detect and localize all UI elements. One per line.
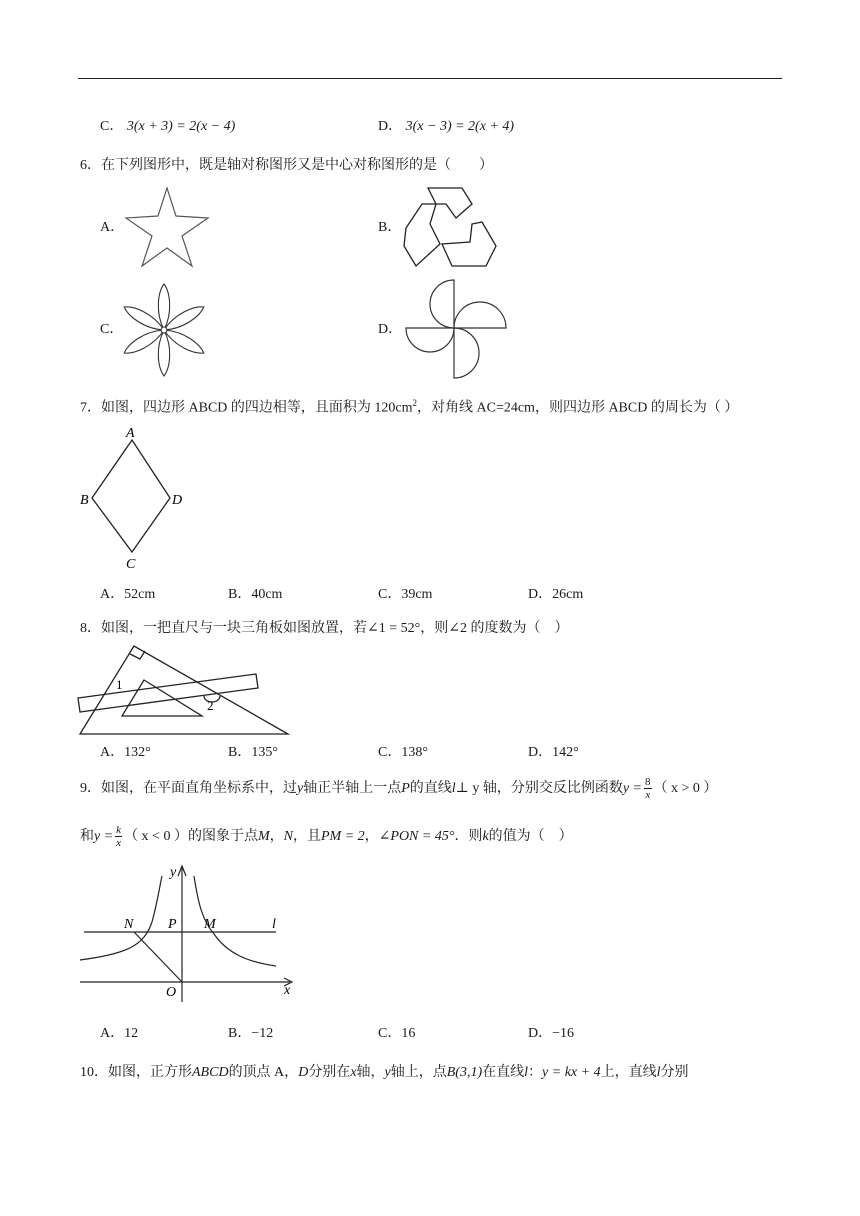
- q9-line-2: [80, 820, 573, 854]
- q9-angle: ∠PON = 45°: [378, 829, 455, 844]
- q7-stem-sup: 2: [412, 398, 417, 408]
- q10-var-d: D: [298, 1065, 309, 1080]
- recycle-hexagon-figure: [400, 184, 500, 270]
- q9-option-d[interactable]: D．−16: [528, 1026, 575, 1041]
- q8-stem: 8．如图，一把直尺与一块三角板如图放置，若∠1 = 52°，则∠2 的度数为（ ）: [80, 621, 569, 636]
- q7-stem: [80, 393, 738, 419]
- q5-option-d-expr: 3(x − 3) = 2(x + 4): [405, 119, 515, 134]
- q8-option-b[interactable]: B．135°: [228, 745, 278, 760]
- q5-option-d-label: D．: [378, 119, 403, 134]
- q9-option-c[interactable]: C．16: [378, 1026, 416, 1041]
- q10-text: 轴，: [356, 1065, 385, 1080]
- star-figure: [122, 186, 212, 268]
- q8-option-d[interactable]: D．142°: [528, 745, 579, 760]
- q9-text: ，: [364, 829, 379, 844]
- point-label-p: P: [168, 917, 177, 932]
- q5-option-c[interactable]: [100, 117, 235, 137]
- q5-option-c-label: C．: [100, 119, 124, 134]
- point-label-m: M: [204, 917, 216, 932]
- q9-var-k: k: [482, 829, 489, 844]
- q9-eq-1: y =: [622, 781, 643, 796]
- q9-var-l: l: [451, 781, 456, 796]
- q6-option-a-label[interactable]: A．: [100, 220, 125, 235]
- point-label-n: N: [124, 917, 134, 932]
- q9-fraction-2-num: k: [116, 824, 122, 837]
- q10-var-x: x: [350, 1065, 357, 1080]
- rhombus-figure: [78, 424, 188, 572]
- axis-label-y: y: [170, 865, 177, 880]
- line-label-l: l: [272, 917, 276, 932]
- q9-fraction-1: [644, 776, 652, 801]
- hyperbola-coordinate-figure: [76, 862, 300, 1002]
- q10-var-y: y: [384, 1065, 391, 1080]
- q9-text: ，且: [292, 829, 321, 844]
- q9-fraction-2: [115, 824, 122, 849]
- q9-fraction-1-num: 8: [645, 776, 651, 789]
- rhombus-label-c: C: [126, 557, 136, 572]
- q9-var-p: P: [401, 781, 410, 796]
- q10-text: 上，直线: [600, 1065, 657, 1080]
- q10-var-l: l: [656, 1065, 661, 1080]
- q10-text: 分别在: [308, 1065, 351, 1080]
- q8-option-a[interactable]: A．132°: [100, 745, 151, 760]
- q9-text: ，: [269, 829, 284, 844]
- q10-text: 轴上，点: [390, 1065, 447, 1080]
- q8-option-c[interactable]: C．138°: [378, 745, 428, 760]
- q9-pm: PM = 2: [320, 829, 365, 844]
- angle-1-label: 1: [116, 677, 123, 692]
- q9-text: 的直线: [409, 781, 452, 796]
- q10-point-b: B(3,1): [446, 1065, 483, 1080]
- rhombus-label-a: A: [126, 426, 135, 441]
- six-petal-flower-figure: [122, 280, 206, 380]
- q9-text: 9．如图，在平面直角坐标系中，过: [80, 781, 297, 796]
- q9-text: 和: [80, 829, 94, 844]
- q10-stem: [80, 1063, 688, 1083]
- origin-label-o: O: [166, 985, 177, 1000]
- q10-text: 在直线: [482, 1065, 525, 1080]
- q10-text: 的顶点 A，: [228, 1065, 299, 1080]
- q6-option-d-label[interactable]: D．: [378, 322, 403, 337]
- q10-square-name: ABCD: [192, 1065, 229, 1080]
- q9-cond-1: （ x > 0 ）: [653, 781, 718, 796]
- q9-text: ⊥ y 轴，分别交反比例函数: [455, 781, 623, 796]
- q9-text: 轴正半轴上一点: [303, 781, 402, 796]
- q9-eq-2: y =: [94, 829, 114, 844]
- q7-stem-pre: 7．如图，四边形 ABCD 的四边相等，且面积为 120cm: [80, 400, 413, 416]
- q9-text: （ x < 0 ）的图象于点: [124, 829, 258, 844]
- q9-fraction-1-den: x: [645, 789, 651, 802]
- q7-option-a[interactable]: A．52cm: [100, 587, 156, 602]
- q10-text: 10．如图，正方形: [80, 1065, 192, 1080]
- header-rule: [78, 78, 782, 79]
- q6-option-c-label[interactable]: C．: [100, 322, 124, 337]
- q5-option-d[interactable]: [378, 117, 514, 137]
- q10-text: 分别: [660, 1065, 689, 1080]
- q9-line-1: [80, 772, 717, 806]
- q9-var-n: N: [283, 829, 293, 844]
- q10-text: ：: [528, 1065, 543, 1080]
- q7-stem-post: ，对角线 AC=24cm，则四边形 ABCD 的周长为（ ）: [417, 400, 739, 416]
- q9-text: ．则: [454, 829, 483, 844]
- pinwheel-figure: [402, 278, 510, 382]
- q6-option-b-label[interactable]: B．: [378, 220, 402, 235]
- axis-label-x: x: [284, 983, 291, 998]
- q9-var-y: y: [297, 781, 304, 796]
- q6-stem: 6．在下列图形中，既是轴对称图形又是中心对称图形的是（ ）: [80, 158, 493, 173]
- q9-fraction-2-den: x: [116, 837, 122, 850]
- q7-option-c[interactable]: C．39cm: [378, 587, 433, 602]
- q9-option-a[interactable]: A．12: [100, 1026, 139, 1041]
- q5-option-c-expr: 3(x + 3) = 2(x − 4): [126, 119, 236, 134]
- q9-text: 的值为（ ）: [488, 829, 573, 844]
- rhombus-label-d: D: [172, 493, 183, 508]
- angle-2-label: 2: [207, 698, 214, 713]
- ruler-triangle-figure: [76, 644, 292, 736]
- q7-option-d[interactable]: D．26cm: [528, 587, 584, 602]
- rhombus-label-b: B: [80, 493, 89, 508]
- q10-line-eq: y = kx + 4: [542, 1065, 601, 1080]
- q9-option-b[interactable]: B．−12: [228, 1026, 274, 1041]
- q10-var-l: l: [524, 1065, 529, 1080]
- q9-var-m: M: [257, 829, 270, 844]
- q7-option-b[interactable]: B．40cm: [228, 587, 283, 602]
